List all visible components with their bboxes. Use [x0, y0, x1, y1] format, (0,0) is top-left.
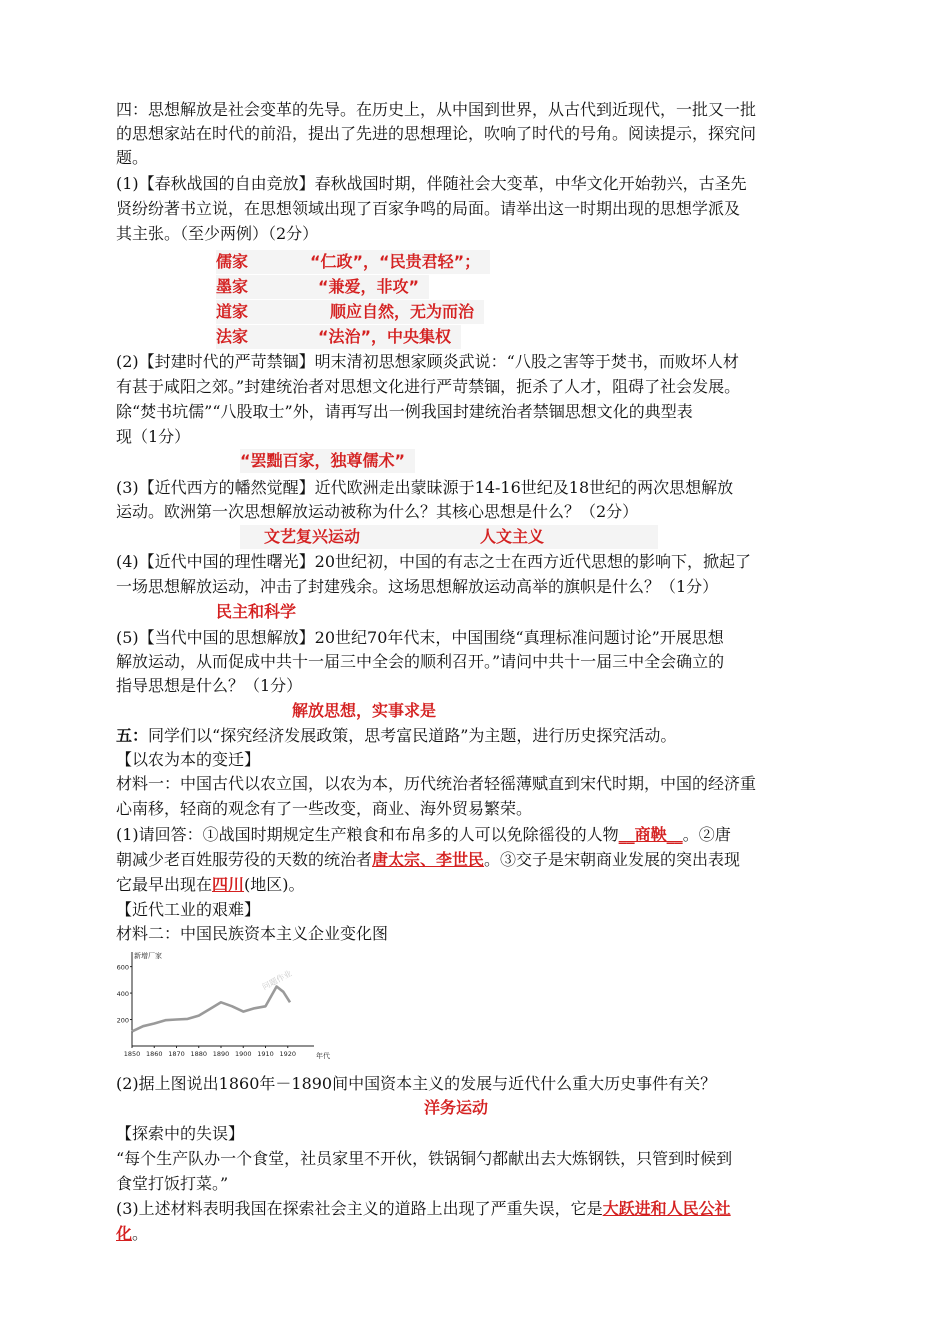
q4-sub1-line: 贤纷纷著书立说，在思想领域出现了百家争鸣的局面。请举出这一时期出现的思想学派及	[116, 199, 741, 218]
answer-idea: “仁政”，“民贵君轻”；	[310, 252, 481, 271]
blank-answer: 唐太宗、李世民	[372, 850, 485, 869]
section-title: 【探索中的失误】	[116, 1124, 245, 1143]
q4-sub2-line: (2)【封建时代的严苛禁锢】明末清初思想家顾炎武说：“八股之害等于焚书，而败坏人材	[116, 352, 739, 371]
q4-intro-line: 的思想家站在时代的前沿，提出了先进的思想理论，吹响了时代的号角。阅读提示，探究问	[116, 124, 757, 143]
answer-school-row	[216, 275, 429, 299]
material-line: 材料一：中国古代以农立国，以农为本，历代统治者轻徭薄赋直到宋代时期，中国的经济重	[116, 774, 757, 793]
x-tick-label: 1920	[279, 1050, 297, 1058]
answer-sub2-q5: 洋务运动	[424, 1098, 489, 1117]
q5-number: 五：	[116, 726, 149, 745]
material-line: 材料二：中国民族资本主义企业变化图	[116, 924, 389, 943]
answer-sub5: 解放思想，实事求是	[292, 701, 437, 720]
answer-sub2: “罢黜百家，独尊儒术”	[240, 449, 415, 473]
blank-answer: 化	[116, 1224, 133, 1243]
q4-sub2-line: 除“焚书坑儒”“八股取士”外，请再写出一例我国封建统治者禁锢思想文化的典型表	[116, 402, 693, 421]
material-line: 心南移，轻商的观念有了一些改变，商业、海外贸易繁荣。	[116, 799, 533, 818]
answer-sub3-core: 人文主义	[480, 527, 545, 546]
answer-sub3-row	[240, 525, 658, 549]
x-tick-label: 1910	[257, 1050, 274, 1058]
x-tick-label: 1900	[234, 1050, 252, 1058]
answer-sub4: 民主和科学	[216, 602, 297, 621]
q5-sub3-line: 化。	[116, 1224, 149, 1243]
answer-school: 道家	[216, 302, 249, 321]
q5-sub1-line: 它最早出现在四川(地区)。	[116, 875, 305, 894]
y-tick-label: 200	[116, 1016, 129, 1025]
y-tick-label: 600	[116, 963, 129, 972]
q4-sub2-line: 有甚于咸阳之郊。”封建统治者对思想文化进行严苛禁锢，扼杀了人才，阻碍了社会发展。	[116, 377, 741, 396]
answer-idea: “法治”，中央集权	[318, 327, 452, 346]
blank-answer: 大跃进和人民公社	[602, 1199, 731, 1218]
q4-sub4-line: 一场思想解放运动，冲击了封建残余。这场思想解放运动高举的旗帜是什么？（1分）	[116, 577, 719, 596]
x-tick-label: 1890	[212, 1050, 230, 1058]
answer-school: 法家	[216, 327, 249, 346]
answer-school-row	[216, 250, 490, 274]
section-title: 【以农为本的变迁】	[116, 750, 261, 769]
blank-answer: 四川	[212, 875, 245, 894]
x-tick-label: 1860	[145, 1050, 163, 1058]
enterprise-line-chart	[112, 946, 344, 1064]
q4-sub4-line: (4)【近代中国的理性曙光】20世纪初，中国的有志之士在西方近代思想的影响下，掀起了	[116, 552, 752, 571]
q4-sub1-line: (1)【春秋战国的自由竞放】春秋战国时期，伴随社会大变革，中华文化开始勃兴，古圣先	[116, 174, 747, 193]
q4-sub5-line: (5)【当代中国的思想解放】20世纪70年代末，中国围绕“真理标准问题讨论”开展思想	[116, 628, 724, 647]
y-tick-label: 400	[116, 990, 129, 999]
q5-sub3-line: (3)上述材料表明我国在探索社会主义的道路上出现了严重失误，它是大跃进和人民公社	[116, 1199, 731, 1218]
answer-school-row	[216, 325, 461, 349]
q4-sub3-line: (3)【近代西方的幡然觉醒】近代欧洲走出蒙昧源于14-16世纪及18世纪的两次思想解放	[116, 478, 734, 497]
q4-sub2-line: 现（1分）	[116, 427, 191, 446]
q4-sub5-line: 指导思想是什么？（1分）	[116, 676, 303, 695]
q4-sub1-line: 其主张。（至少两例）（2分）	[116, 224, 319, 243]
x-tick-label: 1880	[190, 1050, 208, 1058]
answer-sub3-movement: 文艺复兴运动	[264, 527, 361, 546]
q5-intro-text: 同学们以“探究经济发展政策，思考富民道路”为主题，进行历史探究活动。	[148, 726, 677, 745]
q5-sub1-line: 朝减少老百姓服劳役的天数的统治者唐太宗、李世民。③交子是宋朝商业发展的突出表现	[116, 850, 741, 869]
x-tick-label: 1870	[168, 1050, 185, 1058]
x-axis-label: 年代	[316, 1052, 330, 1060]
section-title: 【近代工业的艰难】	[116, 900, 261, 919]
q5-sub1-line: (1)请回答：①战国时期规定生产粮食和布帛多的人可以免除徭役的人物__商鞅__。②唐	[116, 825, 731, 844]
answer-idea: 顺应自然，无为而治	[330, 302, 475, 321]
chart-watermark: 问题作业	[260, 968, 294, 992]
answer-school-row	[216, 300, 484, 324]
answer-school: 儒家	[216, 252, 249, 271]
q4-sub3-line: 运动。欧洲第一次思想解放运动被称为什么？其核心思想是什么？（2分）	[116, 502, 639, 521]
y-axis-label: 新增厂家	[134, 952, 162, 960]
quote-line: 食堂打饭打菜。”	[116, 1174, 229, 1193]
quote-line: “每个生产队办一个食堂，社员家里不开伙，铁锅铜勺都献出去大炼钢铁，只管到时候到	[116, 1149, 733, 1168]
q5-intro	[116, 724, 676, 748]
blank-answer: __商鞅__	[618, 825, 683, 844]
answer-school: 墨家	[216, 277, 249, 296]
q4-intro-line: 四：思想解放是社会变革的先导。在历史上，从中国到世界，从古代到近现代，一批又一批	[116, 100, 757, 119]
q5-sub2-line: (2)据上图说出1860年－1890间中国资本主义的发展与近代什么重大历史事件有关？	[116, 1074, 717, 1093]
x-tick-label: 1850	[123, 1050, 141, 1058]
series-line	[132, 987, 290, 1032]
q4-sub5-line: 解放运动，从而促成中共十一届三中全会的顺利召开。”请问中共十一届三中全会确立的	[116, 652, 725, 671]
q4-intro-line: 题。	[116, 148, 149, 167]
answer-idea: “兼爱，非攻”	[318, 277, 420, 296]
